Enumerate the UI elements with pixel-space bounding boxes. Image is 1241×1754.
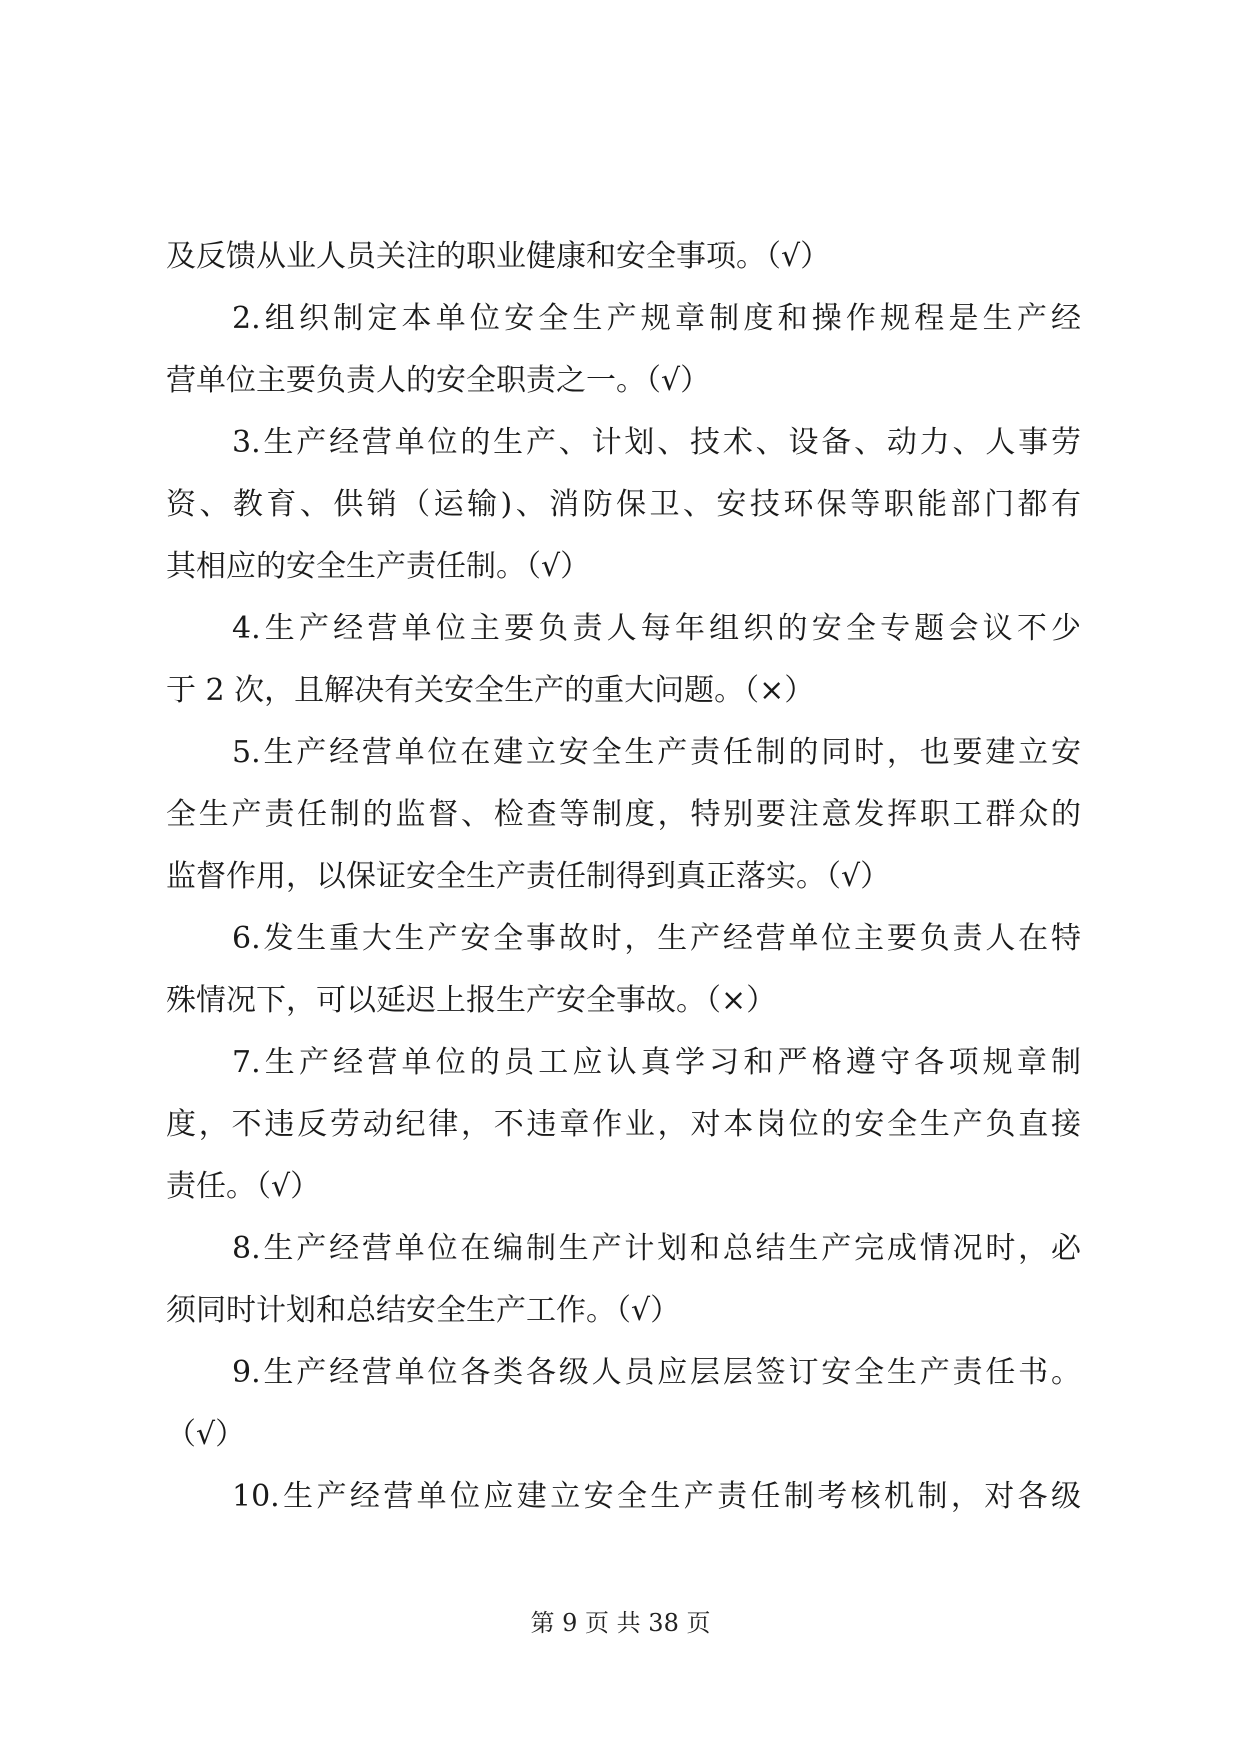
text-line: 5.生产经营单位在建立安全生产责任制的同时，也要建立安	[232, 735, 1081, 770]
document-body	[166, 226, 1081, 1528]
text-line: 营单位主要负责人的安全职责之一。（√）	[166, 363, 711, 398]
text-line: 7.生产经营单位的员工应认真学习和严格遵守各项规章制	[232, 1045, 1081, 1080]
page-footer: 第 9 页 共 38 页	[530, 1609, 711, 1637]
text-line: 8.生产经营单位在编制生产计划和总结生产完成情况时，必	[232, 1231, 1081, 1266]
text-line: 殊情况下，可以延迟上报生产安全事故。（×）	[166, 983, 777, 1018]
text-line: （√）	[166, 1417, 246, 1452]
text-line: 责任。（√）	[166, 1169, 321, 1204]
text-line: 资、教育、供销（运输)、消防保卫、安技环保等职能部门都有	[166, 487, 1081, 522]
text-line: 9.生产经营单位各类各级人员应层层签订安全生产责任书。	[232, 1355, 1081, 1390]
text-line: 6.发生重大生产安全事故时，生产经营单位主要负责人在特	[232, 921, 1081, 956]
text-line: 及反馈从业人员关注的职业健康和安全事项。（√）	[166, 239, 831, 274]
text-line: 须同时计划和总结安全生产工作。（√）	[166, 1293, 681, 1328]
text-line: 4.生产经营单位主要负责人每年组织的安全专题会议不少	[232, 611, 1081, 646]
text-line: 监督作用，以保证安全生产责任制得到真正落实。（√）	[166, 859, 891, 894]
text-line: 全生产责任制的监督、检查等制度，特别要注意发挥职工群众的	[166, 797, 1081, 832]
text-line: 度，不违反劳动纪律，不违章作业，对本岗位的安全生产负直接	[166, 1107, 1081, 1142]
text-line: 2.组织制定本单位安全生产规章制度和操作规程是生产经	[232, 301, 1081, 336]
text-line: 10.生产经营单位应建立安全生产责任制考核机制，对各级	[232, 1479, 1081, 1514]
text-line: 其相应的安全生产责任制。（√）	[166, 549, 591, 584]
text-line: 于 2 次，且解决有关安全生产的重大问题。（×）	[166, 673, 815, 708]
text-line: 3.生产经营单位的生产、计划、技术、设备、动力、人事劳	[232, 425, 1081, 460]
